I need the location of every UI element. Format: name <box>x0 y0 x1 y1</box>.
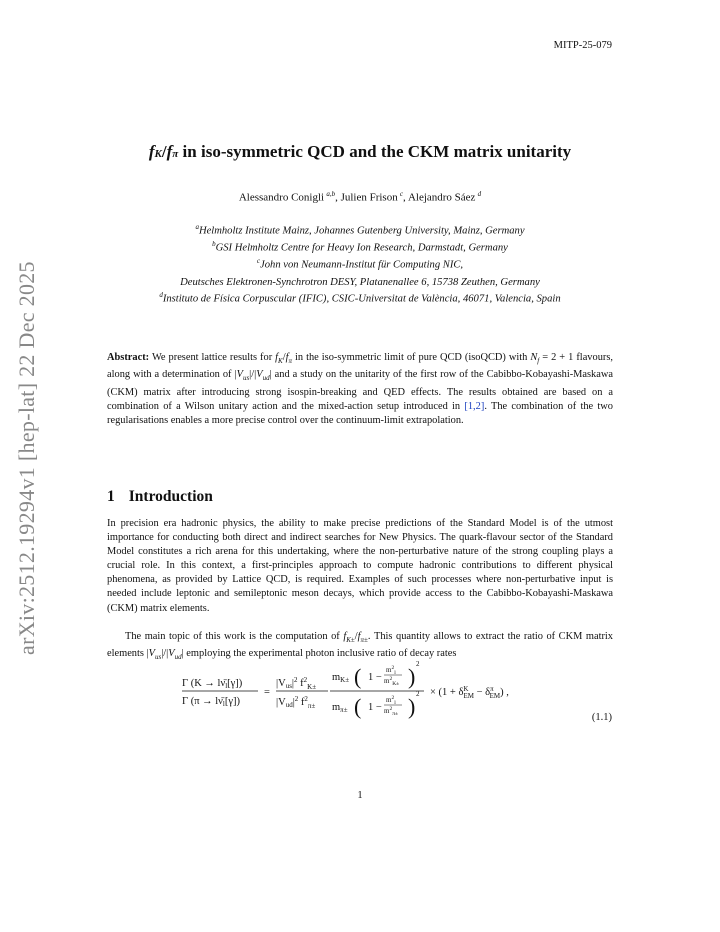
eq-ckm-numerator: $|Vus|^2$ $f^2_{K\pm}$ <box>276 676 317 691</box>
svg-text:(: ( <box>354 664 362 689</box>
intro-paragraph-2: The main topic of this work is the computation of $f_{K\pm}/f_{\pi\pm}$. This quantity allows to extract the ratio of CKM matrix elements $|V_{us}|/|V_{ud}|$ employing the experimental photon inclusive ratio of decay rates <box>107 631 613 662</box>
svg-text:(: ( <box>354 694 362 719</box>
svg-text:): ) <box>408 694 416 719</box>
affiliation-c: $^c$John von Neumann-Institut für Computing NIC, Deutsches Elektronen-Synchrotron DESY, Platanenallee 6, 15738 Zeuthen, Germany <box>180 257 540 289</box>
svg-text:m2l: $m^2_l$ <box>386 665 396 676</box>
author-name: Alessandro Conigli <box>238 191 325 204</box>
author-name: Alejandro Sáez <box>407 191 476 204</box>
svg-text:m2π±: $m^2_{\pi\pm}$ <box>384 706 398 717</box>
author-list: Alessandro Conigli $^{a,b}$, Julien Frison $^c$, Alejandro Sáez $^d$ <box>238 190 482 204</box>
paper-title: fK/fπ in iso-symmetric QCD and the CKM matrix unitarity <box>148 142 572 161</box>
eq-ckm-denominator: $|Vud|^2$ $f^2_{\pi\pm}$ <box>276 695 316 710</box>
eq-lhs-denominator: Γ (π → lν̄l[γ]) <box>182 696 241 708</box>
author-affil-mark: d <box>477 190 482 198</box>
equation-1-1 <box>180 656 620 726</box>
svg-text:2: 2 <box>416 660 420 668</box>
affiliation-d: $^d$Instituto de Física Corpuscular (IFIC), CSIC-Universitat de València, 46071, Valencia, Spain <box>159 291 561 305</box>
equation-number: (1.1) <box>591 712 612 723</box>
svg-text:=: = <box>264 687 270 698</box>
affiliation-a: $^a$Helmholtz Institute Mainz, Johannes Gutenberg University, Mainz, Germany <box>195 223 525 237</box>
svg-text:): ) <box>408 664 416 689</box>
eq-mass-numerator: mK± <box>332 672 350 684</box>
eq-lhs-numerator: Γ (K → lν̄l[γ]) <box>182 678 243 690</box>
svg-text:m2K±: $m^2_{K\pm}$ <box>384 676 400 687</box>
arxiv-stamp: arXiv:2512.19294v1 [hep-lat] 22 Dec 2025 <box>14 261 39 655</box>
abstract-label: Abstract: <box>107 352 150 363</box>
abstract: Abstract: We present lattice results for $f_K/f_\pi$ in the iso-symmetric limit of pure QCD (isoQCD) with $N_f = 2 + 1$ flavours, along with a determination of $|V_{us}|/|V_{ud}|$ and a study on the unitarity of the first row of the Cabibbo-Kobayashi-Maskawa (CKM) matrix after introducing strong isospin-breaking and QED effects. The results obtained are based on a combination of a Wilson unitary action and the mixed-action setup introduced in [1,2]. The combination of the two regularisations enables a more precise control over the continuum-limit extrapolation. <box>107 352 613 426</box>
svg-text:m2l: $m^2_l$ <box>386 695 396 706</box>
title-text: in iso-symmetric QCD and the CKM matrix unitarity <box>182 142 572 161</box>
author-affil-mark: a,b <box>326 190 336 198</box>
svg-text:1 −: 1 − <box>368 672 382 683</box>
page-number: 1 <box>357 790 363 801</box>
eq-mass-denominator: mπ± <box>332 702 348 714</box>
citation-link[interactable]: [1,2] <box>464 400 485 412</box>
eq-tail: × ($1 + \delta^K$ EM − $\delta^\pi$ EM) , <box>430 685 509 700</box>
svg-text:2: 2 <box>416 690 420 698</box>
svg-text:1 −: 1 − <box>368 702 382 713</box>
section-heading: 1 Introduction <box>107 488 213 505</box>
affiliation-b: $^b$GSI Helmholtz Centre for Heavy Ion Research, Darmstadt, Germany <box>212 240 508 254</box>
intro-paragraph-1: In precision era hadronic physics, the ability to make precise predictions of the Standard Model is of the utmost importance for conducting both direct and indirect searches for New Physics. The quark-flavour sector of the Standard Model constitutes a rich arena for this undertaking, where the non-perturbative nature of the strong coupling plays a crucial role. In this context, a first-principles approach to compute hadronic contributions to different physical phenomena, as provided by Lattice QCD, is required. Examples of such processes where non-perturbative input is needed include leptonic and semileptonic meson decays, which provide access to the Cabibbo-Kobayashi-Maskawa (CKM) matrix elements. <box>107 518 613 614</box>
author-name: Julien Frison <box>340 191 398 204</box>
report-number: MITP-25-079 <box>553 40 612 51</box>
author-affil-mark: c <box>399 190 404 198</box>
